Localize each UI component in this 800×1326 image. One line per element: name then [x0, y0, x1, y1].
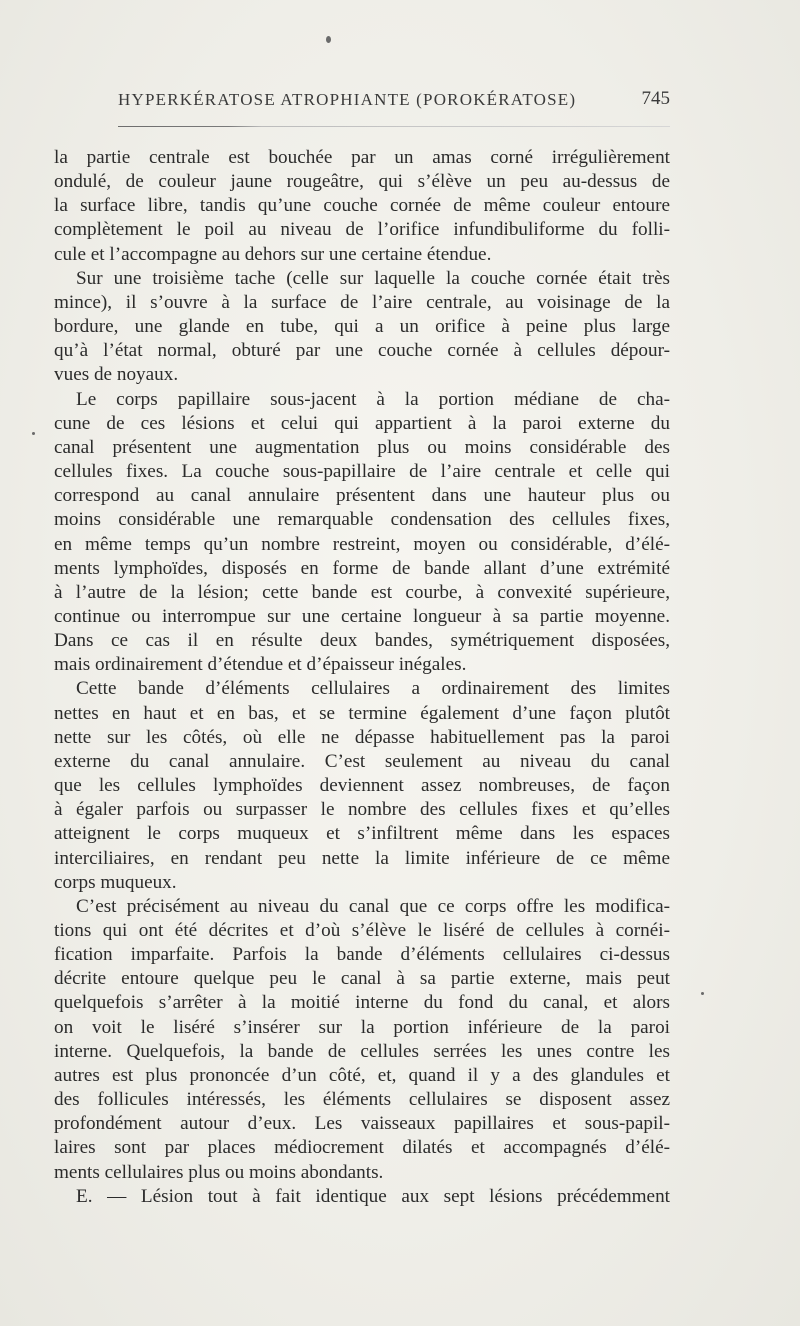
text-line: ments lymphoïdes, disposés en forme de bande allant d’une extrémité — [54, 557, 670, 579]
text-line: E. — Lésion tout à fait identique aux sept lésions précédemment — [76, 1185, 670, 1207]
text-line: que les cellules lymphoïdes deviennent assez nombreuses, de façon — [54, 775, 670, 797]
ink-speck — [326, 36, 331, 43]
text-line: décrite entoure quelque peu le canal à sa partie externe, mais peut — [54, 968, 670, 990]
text-line: des follicules intéressés, les éléments cellulaires se disposent assez — [54, 1089, 670, 1111]
text-line: on voit le liséré s’insérer sur la portion inférieure de la paroi — [54, 1016, 670, 1038]
text-line: ondulé, de couleur jaune rougeâtre, qui s’élève un peu au-dessus de — [54, 171, 670, 193]
paragraph — [54, 267, 670, 388]
text-line: vues de noyaux. — [54, 364, 179, 386]
text-line: interciliaires, en rendant peu nette la limite inférieure de ce même — [54, 847, 670, 869]
paragraph — [54, 146, 670, 267]
text-line: nette sur les côtés, où elle ne dépasse habituellement pas la paroi — [54, 726, 670, 748]
text-line: la surface libre, tandis qu’une couche cornée de même couleur entoure — [54, 195, 670, 217]
text-line: complètement le poil au niveau de l’orifice infundibuliforme du folli- — [54, 219, 670, 241]
paragraph — [54, 1185, 670, 1209]
text-line: C’est précisément au niveau du canal que ce corps offre les modifica- — [76, 895, 670, 917]
text-line: la partie centrale est bouchée par un amas corné irrégulièrement — [54, 147, 670, 168]
text-line: corps muqueux. — [54, 871, 177, 893]
text-line: laires sont par places médiocrement dilatés et accompagnés d’élé- — [54, 1137, 670, 1159]
page-number: 745 — [641, 88, 670, 109]
text-line: tions qui ont été décrites et d’où s’élève le liséré de cellules à cornéi- — [54, 920, 670, 941]
text-line: bordure, une glande en tube, qui a un orifice à peine plus large — [54, 316, 670, 338]
running-title: HYPERKÉRATOSE ATROPHIANTE (POROKÉRATOSE) — [118, 90, 577, 109]
text-line: moins considérable une remarquable condensation des cellules fixes, — [54, 509, 670, 531]
text-line: interne. Quelquefois, la bande de cellules serrées les unes contre les — [54, 1040, 670, 1062]
text-line: mince), il s’ouvre à la surface de l’aire centrale, au voisinage de la — [54, 291, 670, 313]
text-line: Dans ce cas il en résulte deux bandes, symétriquement disposées, — [54, 630, 670, 652]
text-line: Cette bande d’éléments cellulaires a ordinairement des limites — [76, 678, 670, 700]
text-line: mais ordinairement d’étendue et d’épaisseur inégales. — [54, 654, 467, 676]
paragraph — [54, 677, 670, 894]
text-line: Le corps papillaire sous-jacent à la portion médiane de cha- — [76, 388, 670, 410]
text-line: continue ou interrompue sur une certaine longueur à sa partie moyenne. — [54, 605, 670, 627]
text-line: externe du canal annulaire. C’est seulement au niveau du canal — [54, 750, 670, 772]
text-line: correspond au canal annulaire présentent dans une hauteur plus ou — [54, 485, 670, 507]
body-text — [54, 146, 670, 1209]
text-line: qu’à l’état normal, obturé par une couche cornée à cellules dépour- — [54, 340, 670, 362]
text-line: quelquefois s’arrêter à la moitié interne du fond du canal, et alors — [54, 992, 670, 1014]
text-line: cule et l’accompagne au dehors sur une certaine étendue. — [54, 243, 492, 265]
text-line: en même temps qu’un nombre restreint, moyen ou considérable, d’élé- — [54, 533, 670, 555]
text-line: atteignent le corps muqueux et s’infiltrent même dans les espaces — [54, 823, 670, 845]
paragraph — [54, 388, 670, 678]
ink-speck — [32, 432, 35, 435]
text-line: à égaler parfois ou surpasser le nombre des cellules fixes et qu’elles — [54, 799, 670, 821]
text-line: Sur une troisième tache (celle sur laquelle la couche cornée était très — [76, 267, 670, 289]
page-header — [118, 88, 670, 116]
text-line: à l’autre de la lésion; cette bande est courbe, à convexité supérieure, — [54, 581, 670, 603]
text-line: profondément autour d’eux. Les vaisseaux papillaires et sous-papil- — [54, 1113, 670, 1135]
text-line: nettes en haut et en bas, et se termine également d’une façon plutôt — [54, 702, 670, 724]
text-line: fication imparfaite. Parfois la bande d’éléments cellulaires ci-dessus — [54, 944, 670, 966]
text-line: ments cellulaires plus ou moins abondants. — [54, 1161, 384, 1183]
text-line: cellules fixes. La couche sous-papillaire de l’aire centrale et celle qui — [54, 461, 670, 483]
text-line: canal présentent une augmentation plus ou moins considérable des — [54, 436, 670, 458]
text-line: cune de ces lésions et celui qui appartient à la paroi externe du — [54, 412, 670, 434]
paragraph — [54, 895, 670, 1185]
header-rule — [118, 126, 670, 127]
text-line: autres est plus prononcée d’un côté, et, quand il y a des glandules et — [54, 1064, 670, 1086]
ink-speck — [701, 992, 704, 995]
